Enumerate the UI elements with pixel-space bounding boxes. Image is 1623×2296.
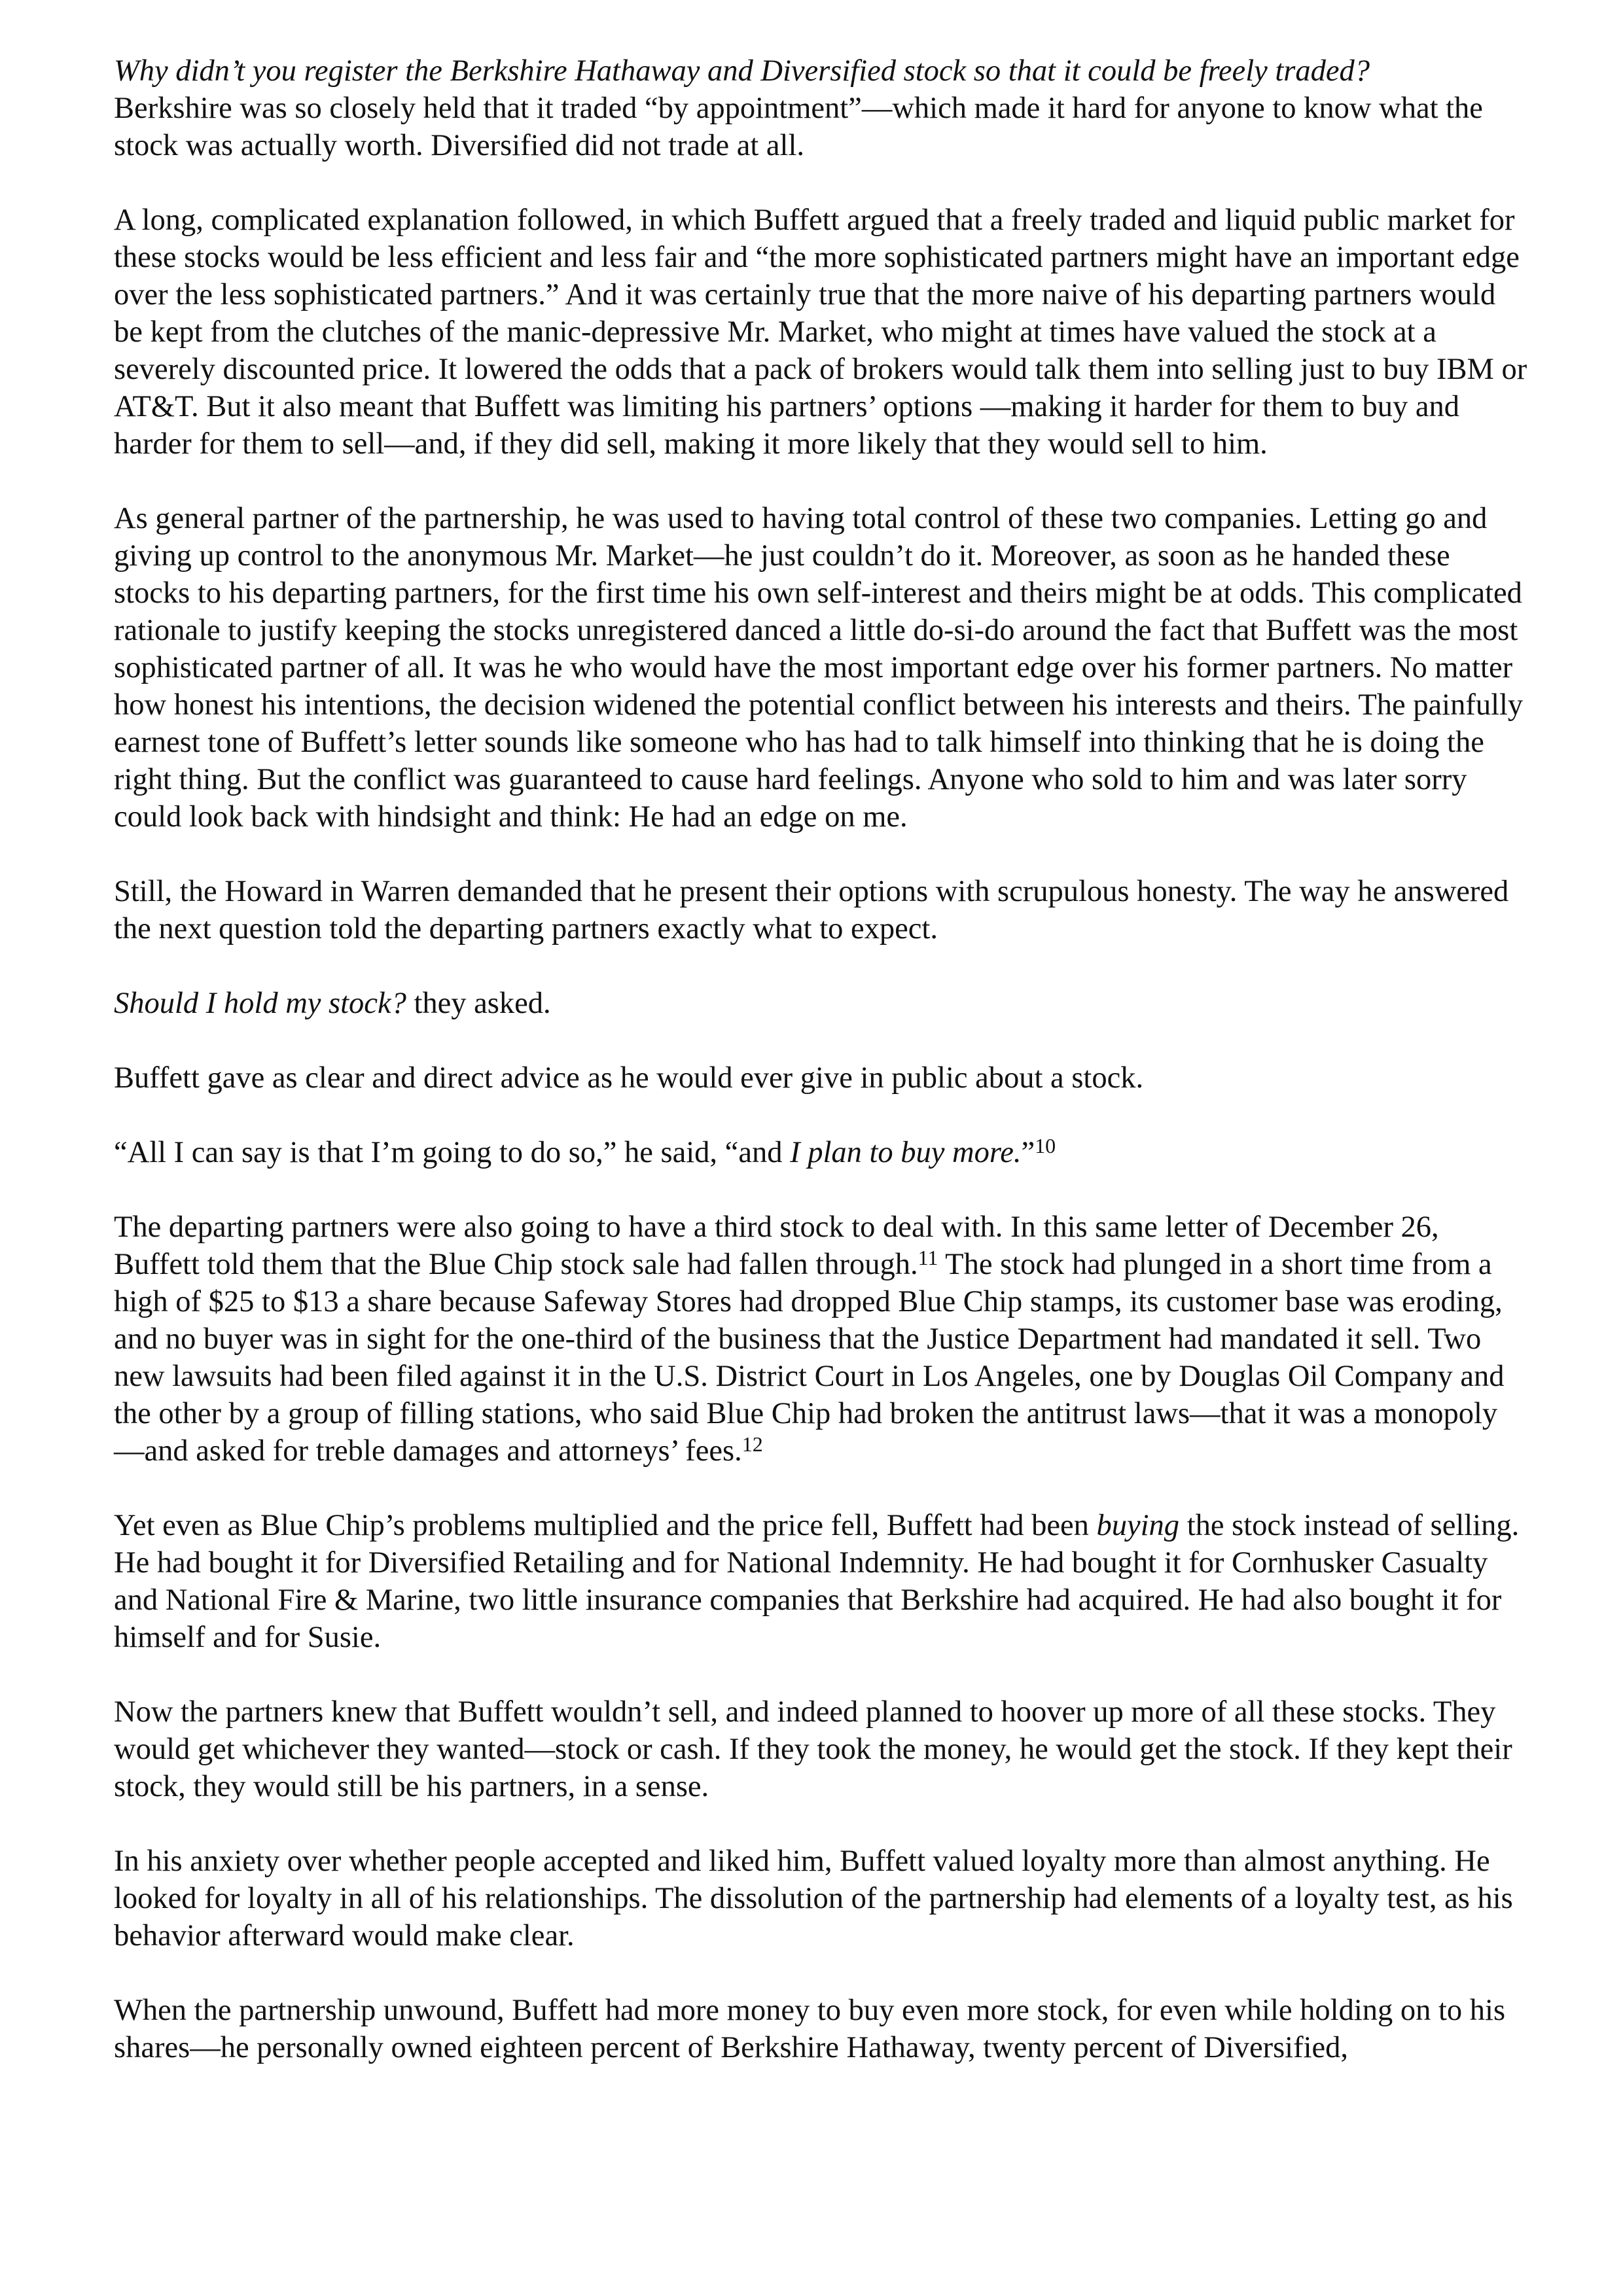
- footnote-ref-11: 11: [918, 1246, 938, 1269]
- paragraph-unwound: When the partnership unwound, Buffett had more money to buy even more stock, for even while holding on to his shares—he personally owned eighteen percent of Berkshire Hathaway, twenty percent of Diversified,: [114, 1994, 1506, 2064]
- quote-close: ”: [1021, 1136, 1035, 1169]
- paragraph-text: the stock instead of selling. He had bought it for Diversified Retailing and for National Indemnity. He had bought it for Cornhusker Casualty and National Fire & Marine, two little insurance companies that Berkshire had acquired. He had also bought it for himself and for Susie.: [114, 1509, 1520, 1654]
- paragraph-quote: [114, 1134, 1527, 1171]
- paragraph-explanation: A long, complicated explanation followed, in which Buffett argued that a freely traded and liquid public market for these stocks would be less efficient and less fair and “the more sophisticated partners might have an important edge over the less sophisticated partners.” And it was certainly true that the more naive of his departing partners would be kept from the clutches of the manic-depressive Mr. Market, who might at times have valued the stock at a severely discounted price. It lowered the odds that a pack of brokers would talk them into selling just to buy IBM or AT&T. But it also meant that Buffett was limiting his partners’ options —making it harder for them to buy and harder for them to sell—and, if they did sell, making it more likely that they would sell to him.: [114, 203, 1527, 461]
- quote-text: “All I can say is that I’m going to do so,” he said, “and: [114, 1136, 791, 1169]
- italic-question: Should I hold my stock?: [114, 987, 406, 1020]
- footnote-ref-12: 12: [741, 1432, 763, 1456]
- paragraph-registration-question: [114, 52, 1527, 164]
- paragraph-text: Yet even as Blue Chip’s problems multiplied and the price fell, Buffett had been: [114, 1509, 1097, 1542]
- paragraph-partners-knew: Now the partners knew that Buffett wouldn’t sell, and indeed planned to hoover up more of all these stocks. They would get whichever they wanted—stock or cash. If they took the money, he would get the stock. If they kept their stock, they would still be his partners, in a sense.: [114, 1695, 1512, 1803]
- paragraph-howard: Still, the Howard in Warren demanded that he present their options with scrupulous honesty. The way he answered the next question told the departing partners exactly what to expect.: [114, 875, 1509, 945]
- paragraph-text: The stock had plunged in a short time from a high of $25 to $13 a share because Safeway Stores had dropped Blue Chip stamps, its customer base was eroding, and no buyer was in sight for the one-third of the business that the Justice Department had mandated it sell. Two new lawsuits had been filed against it in the U.S. District Court in Los Angeles, one by Douglas Oil Company and the other by a group of filling stations, who said Blue Chip had broken the antitrust laws—that it was a monopoly—and asked for treble damages and attorneys’ fees.: [114, 1248, 1505, 1468]
- paragraph-buying: [114, 1507, 1527, 1656]
- italic-buying: buying: [1096, 1509, 1180, 1542]
- paragraph-advice: Buffett gave as clear and direct advice as he would ever give in public about a stock.: [114, 1061, 1144, 1095]
- paragraph-control: As general partner of the partnership, he was used to having total control of these two companies. Letting go and giving up control to the anonymous Mr. Market—he just couldn’t do it. Moreover, as soon as he handed these stocks to his departing partners, for the first time his own self-interest and theirs might be at odds. This complicated rationale to justify keeping the stocks unregistered danced a little do-si-do around the fact that Buffett was the most sophisticated partner of all. It was he who would have the most important edge over his former partners. No matter how honest his intentions, the decision widened the potential conflict between his interests and theirs. The painfully earnest tone of Buffett’s letter sounds like someone who has had to talk himself into thinking that he is doing the right thing. But the conflict was guaranteed to cause hard feelings. Anyone who sold to him and was later sorry could look back with hindsight and think: He had an edge on me.: [114, 502, 1524, 834]
- paragraph-text: Berkshire was so closely held that it traded “by appointment”—which made it hard for anyone to know what the stock was actually worth. Diversified did not trade at all.: [114, 92, 1483, 162]
- quote-emphasis: I plan to buy more.: [790, 1136, 1022, 1169]
- italic-question: Why didn’t you register the Berkshire Hathaway and Diversified stock so that it could be freely traded?: [114, 54, 1370, 88]
- paragraph-hold-question: [114, 985, 1527, 1022]
- paragraph-text: they asked.: [406, 987, 551, 1020]
- paragraph-loyalty: In his anxiety over whether people accepted and liked him, Buffett valued loyalty more than almost anything. He looked for loyalty in all of his relationships. The dissolution of the partnership had elements of a loyalty test, as his behavior afterward would make clear.: [114, 1845, 1513, 1952]
- footnote-ref-10: 10: [1035, 1134, 1056, 1157]
- paragraph-text: The departing partners were also going to have a third stock to deal with. In this same letter of December 26, Buffett told them that the Blue Chip stock sale had fallen through.: [114, 1210, 1439, 1281]
- document-page: [114, 52, 1527, 2066]
- paragraph-blue-chip: [114, 1209, 1527, 1470]
